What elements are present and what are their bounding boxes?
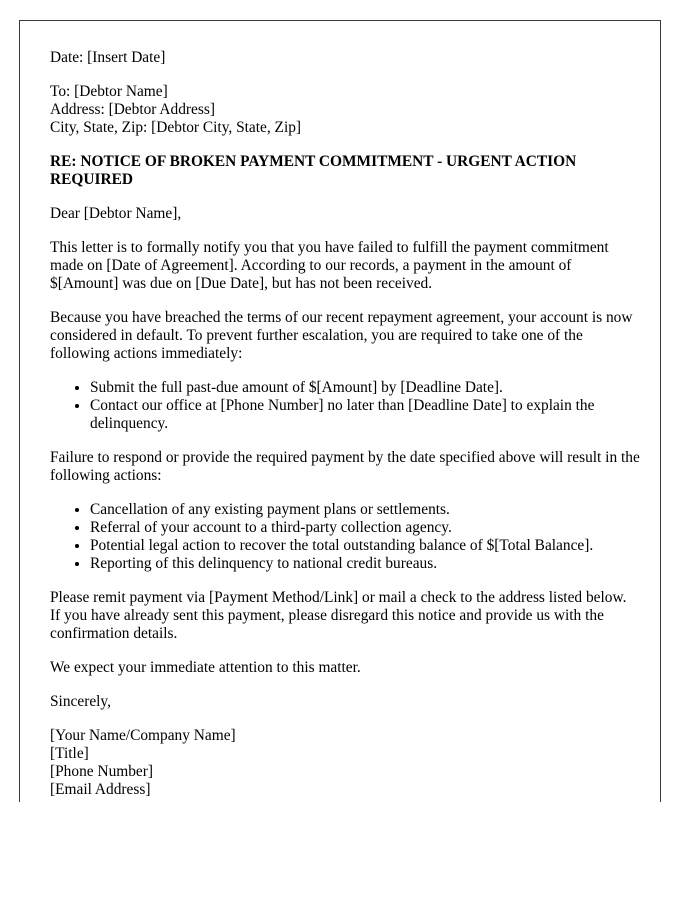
signature-title: [Title] [50,745,89,762]
paragraph-remit: Please remit payment via [Payment Method/Link] or mail a check to the address listed below. If you have already sent this payment, please disregard this notice and provide us with the confirmation details. [50,589,627,642]
list-item: • Referral of your account to a third-party collection agency. [90,519,640,537]
recipient-address: Address: [Debtor Address] [50,101,215,118]
date-line: Date: [Insert Date] [50,49,166,66]
letter-body [50,49,640,799]
recipient-block [50,83,640,137]
recipient-to: To: [Debtor Name] [50,83,168,100]
signature-block [50,727,640,799]
paragraph-default: Because you have breached the terms of our recent repayment agreement, your account is now considered in default. To prevent further escalation, you are required to take one of the following actions immediately: [50,309,633,362]
list-item: • Submit the full past-due amount of $[Amount] by [Deadline Date]. [90,379,640,397]
paragraph-notification: This letter is to formally notify you that you have failed to fulfill the payment commitment made on [Date of Agreement]. According to our records, a payment in the amount of $[Amount] was due on [Due Date], but has not been received. [50,239,609,292]
list-item: • Cancellation of any existing payment plans or settlements. [90,501,640,519]
paragraph-attention: We expect your immediate attention to this matter. [50,659,361,676]
closing: Sincerely, [50,693,111,710]
list-item: • Reporting of this delinquency to national credit bureaus. [90,555,640,573]
signature-name: [Your Name/Company Name] [50,727,236,744]
required-actions-list [50,379,640,433]
subject-line: RE: NOTICE OF BROKEN PAYMENT COMMITMENT - URGENT ACTION REQUIRED [50,153,577,188]
paragraph-failure: Failure to respond or provide the required payment by the date specified above will result in the following actions: [50,449,640,484]
recipient-city: City, State, Zip: [Debtor City, State, Zip] [50,119,302,136]
letter-page [19,20,661,802]
list-item: • Contact our office at [Phone Number] no later than [Deadline Date] to explain the delinquency. [90,397,640,433]
salutation: Dear [Debtor Name], [50,205,182,222]
consequences-list [50,501,640,573]
list-item: • Potential legal action to recover the total outstanding balance of $[Total Balance]. [90,537,640,555]
signature-phone: [Phone Number] [50,763,154,780]
signature-email: [Email Address] [50,781,151,798]
